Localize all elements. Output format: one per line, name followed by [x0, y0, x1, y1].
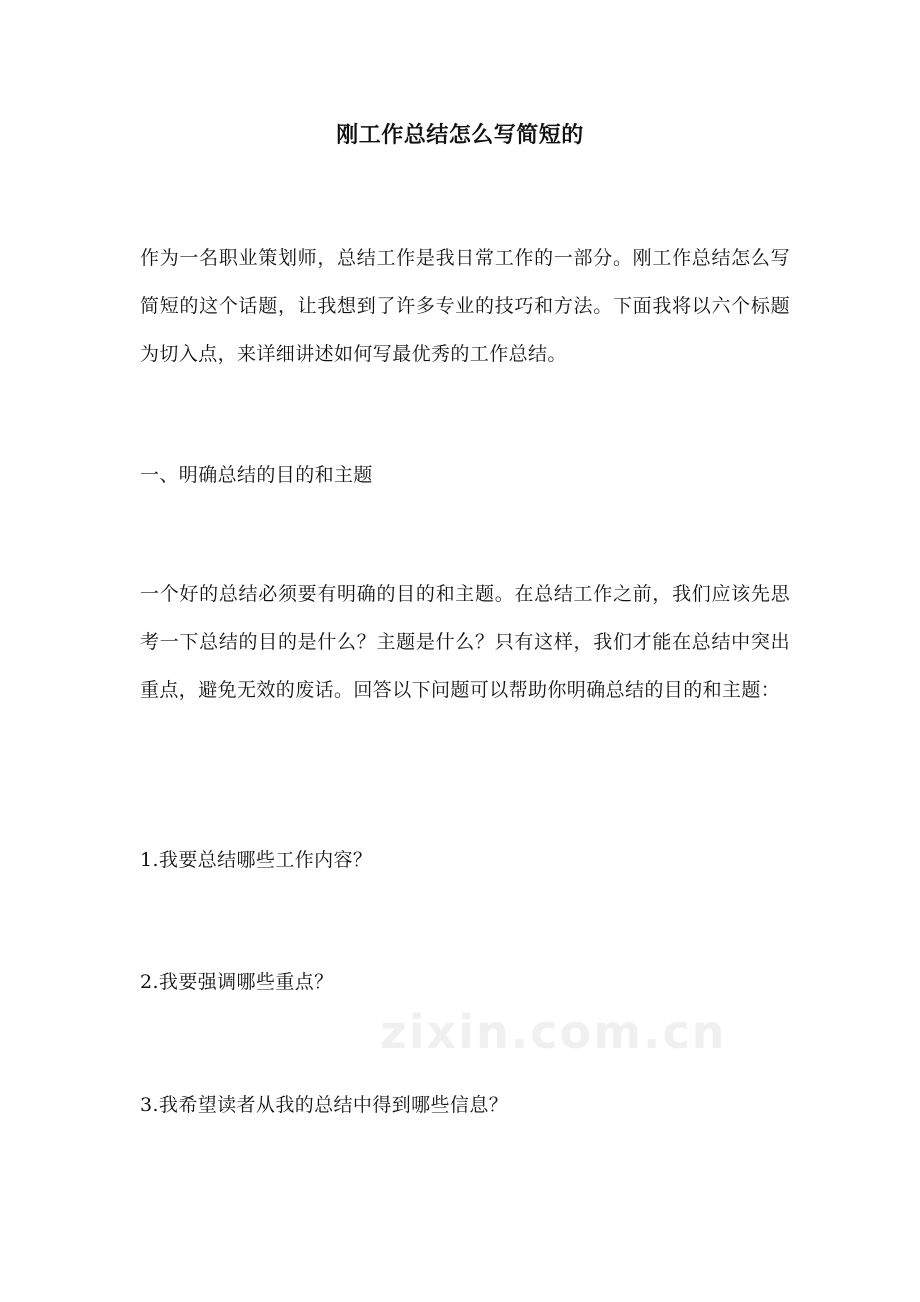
question-item-2: 2.我要强调哪些重点？ — [140, 971, 334, 993]
section-heading: 一、明确总结的目的和主题 — [140, 464, 373, 486]
watermark: zixin.com.cn — [380, 1005, 727, 1059]
section-paragraph: 一个好的总结必须要有明确的目的和主题。在总结工作之前，我们应该先思考一下总结的目的是什么？主题是什么？只有这样，我们才能在总结中突出重点，避免无效的废话。回答以下问题可以帮助你明确总结的目的和主题： — [140, 583, 790, 701]
question-item-1: 1.我要总结哪些工作内容？ — [140, 849, 373, 871]
question-item-3: 3.我希望读者从我的总结中得到哪些信息？ — [140, 1094, 509, 1116]
intro-paragraph: 作为一名职业策划师，总结工作是我日常工作的一部分。刚工作总结怎么写简短的这个话题，让我想到了许多专业的技巧和方法。下面我将以六个标题为切入点，来详细讲述如何写最优秀的工作总结。 — [140, 247, 790, 365]
document-title: 刚工作总结怎么写简短的 — [336, 123, 584, 148]
